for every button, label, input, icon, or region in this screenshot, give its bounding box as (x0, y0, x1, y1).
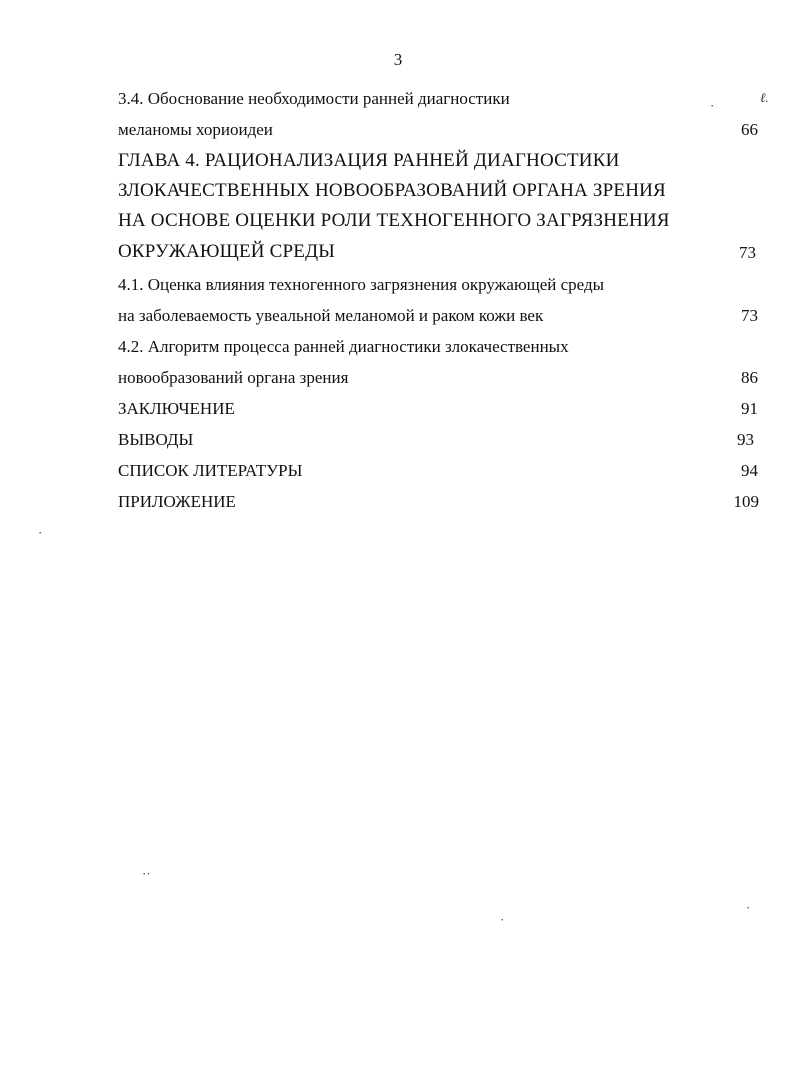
toc-references-label: СПИСОК ЛИТЕРАТУРЫ (118, 461, 303, 480)
toc-entry-3-4-line1: 3.4. Обоснование необходимости ранней диагностики (118, 89, 510, 108)
toc-entry-3-4-line2: меланомы хориоидеи (118, 120, 273, 139)
speck: · (500, 912, 505, 927)
toc-chapter-4-line4: ОКРУЖАЮЩЕЙ СРЕДЫ (118, 241, 336, 262)
toc-chapter-4-line3: НА ОСНОВЕ ОЦЕНКИ РОЛИ ТЕХНОГЕННОГО ЗАГРЯЗНЕНИЯ (118, 210, 670, 231)
toc-findings-label: ВЫВОДЫ (118, 430, 194, 449)
toc-chapter-4-line1: ГЛАВА 4. РАЦИОНАЛИЗАЦИЯ РАННЕЙ ДИАГНОСТИКИ (118, 150, 620, 171)
toc-references-page: 94 (741, 461, 758, 480)
speck: · (746, 900, 751, 915)
toc-entry-4-1-page: 73 (741, 306, 758, 325)
toc-chapter-4-line2: ЗЛОКАЧЕСТВЕННЫХ НОВООБРАЗОВАНИЙ ОРГАНА ЗРЕНИЯ (118, 180, 666, 201)
toc-appendix-page: 109 (733, 492, 759, 511)
toc-entry-4-2-line1: 4.2. Алгоритм процесса ранней диагностики злокачественных (118, 337, 569, 356)
toc-entry-4-2-page: 86 (741, 368, 758, 387)
toc-entry-4-1-line1: 4.1. Оценка влияния техногенного загрязнения окружающей среды (118, 275, 605, 294)
toc-findings-page: 93 (737, 430, 754, 449)
toc-chapter-4-page: 73 (739, 243, 756, 262)
toc-entry-4-1-line2: на заболеваемость увеальной меланомой и раком кожи век (118, 306, 544, 325)
page-number: 3 (393, 50, 403, 69)
speck: · (710, 98, 715, 113)
toc-entry-4-2-line2: новообразований органа зрения (118, 368, 349, 387)
toc-appendix-label: ПРИЛОЖЕНИЕ (118, 492, 236, 511)
toc-conclusion-page: 91 (741, 399, 758, 418)
handwritten-mark: ℓ. (760, 90, 769, 105)
toc-entry-3-4-page: 66 (741, 120, 758, 139)
speck: ·· (142, 866, 151, 881)
speck: · (38, 525, 43, 540)
toc-conclusion-label: ЗАКЛЮЧЕНИЕ (118, 399, 235, 418)
